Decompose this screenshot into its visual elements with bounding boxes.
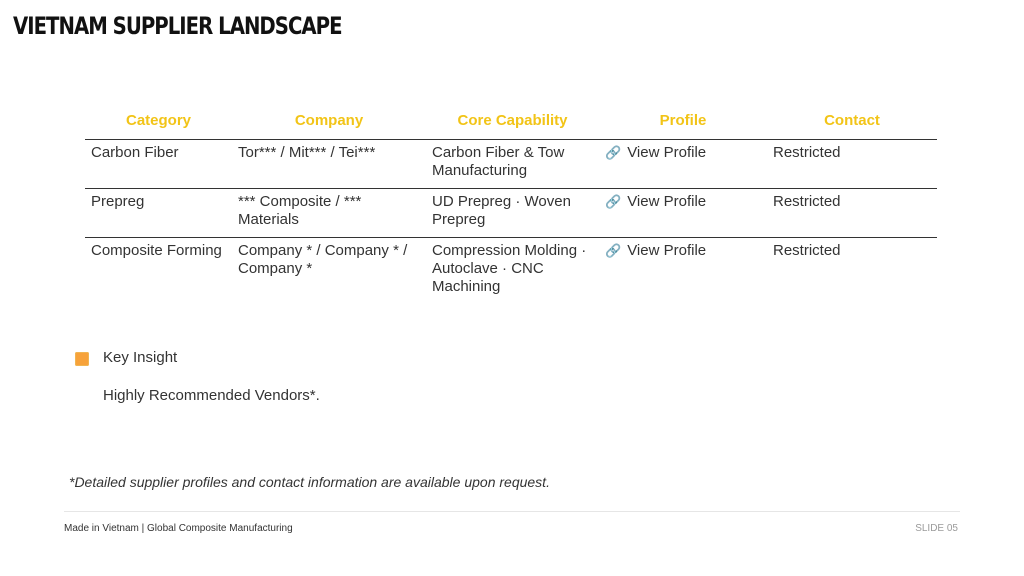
cell-profile bbox=[599, 140, 767, 189]
table-row bbox=[85, 140, 937, 189]
view-profile-link[interactable]: View Profile bbox=[627, 242, 707, 259]
cell-contact: Restricted bbox=[767, 189, 937, 238]
link-icon: 🔗 bbox=[605, 194, 622, 209]
cell-category: Composite Forming bbox=[91, 242, 222, 259]
cell-category: Prepreg bbox=[85, 189, 232, 238]
header-category: Category bbox=[85, 102, 232, 140]
link-icon: 🔗 bbox=[605, 243, 622, 258]
cell-company: Company * / Company * / Company * bbox=[238, 242, 408, 277]
header-contact: Contact bbox=[767, 102, 937, 140]
view-profile-link[interactable]: View Profile bbox=[627, 144, 707, 161]
insight-text: Highly Recommended Vendors*. bbox=[103, 387, 320, 404]
cell-contact: Restricted bbox=[773, 242, 841, 259]
link-icon: 🔗 bbox=[605, 145, 622, 160]
table-row bbox=[85, 189, 937, 238]
slide-number: SLIDE 05 bbox=[915, 523, 958, 534]
header-core-capability: Core Capability bbox=[426, 102, 599, 140]
insight-marker-icon bbox=[75, 352, 89, 366]
footnote: *Detailed supplier profiles and contact information are available upon request. bbox=[69, 474, 550, 490]
cell-contact: Restricted bbox=[767, 140, 937, 189]
cell-capability: Carbon Fiber & Tow Manufacturing bbox=[426, 140, 599, 189]
header-company: Company bbox=[232, 102, 426, 140]
cell-category: Carbon Fiber bbox=[85, 140, 232, 189]
table-row bbox=[85, 238, 937, 305]
cell-profile bbox=[599, 189, 767, 238]
supplier-table bbox=[85, 102, 937, 304]
cell-capability: UD Prepreg · Woven Prepreg bbox=[426, 189, 599, 238]
insight-title: Key Insight bbox=[103, 349, 178, 366]
footer-divider bbox=[64, 511, 960, 512]
page-title: VIETNAM SUPPLIER LANDSCAPE bbox=[13, 12, 342, 40]
cell-company: Tor*** / Mit*** / Tei*** bbox=[232, 140, 426, 189]
supplier-table-container bbox=[85, 102, 937, 304]
header-profile: Profile bbox=[599, 102, 767, 140]
cell-profile bbox=[599, 238, 767, 305]
cell-company: *** Composite / *** Materials bbox=[232, 189, 426, 238]
view-profile-link[interactable]: View Profile bbox=[627, 193, 707, 210]
footer-text: Made in Vietnam | Global Composite Manufacturing bbox=[64, 523, 293, 534]
table-header-row bbox=[85, 102, 937, 140]
cell-capability: Compression Molding · Autoclave · CNC Machining bbox=[432, 242, 587, 295]
